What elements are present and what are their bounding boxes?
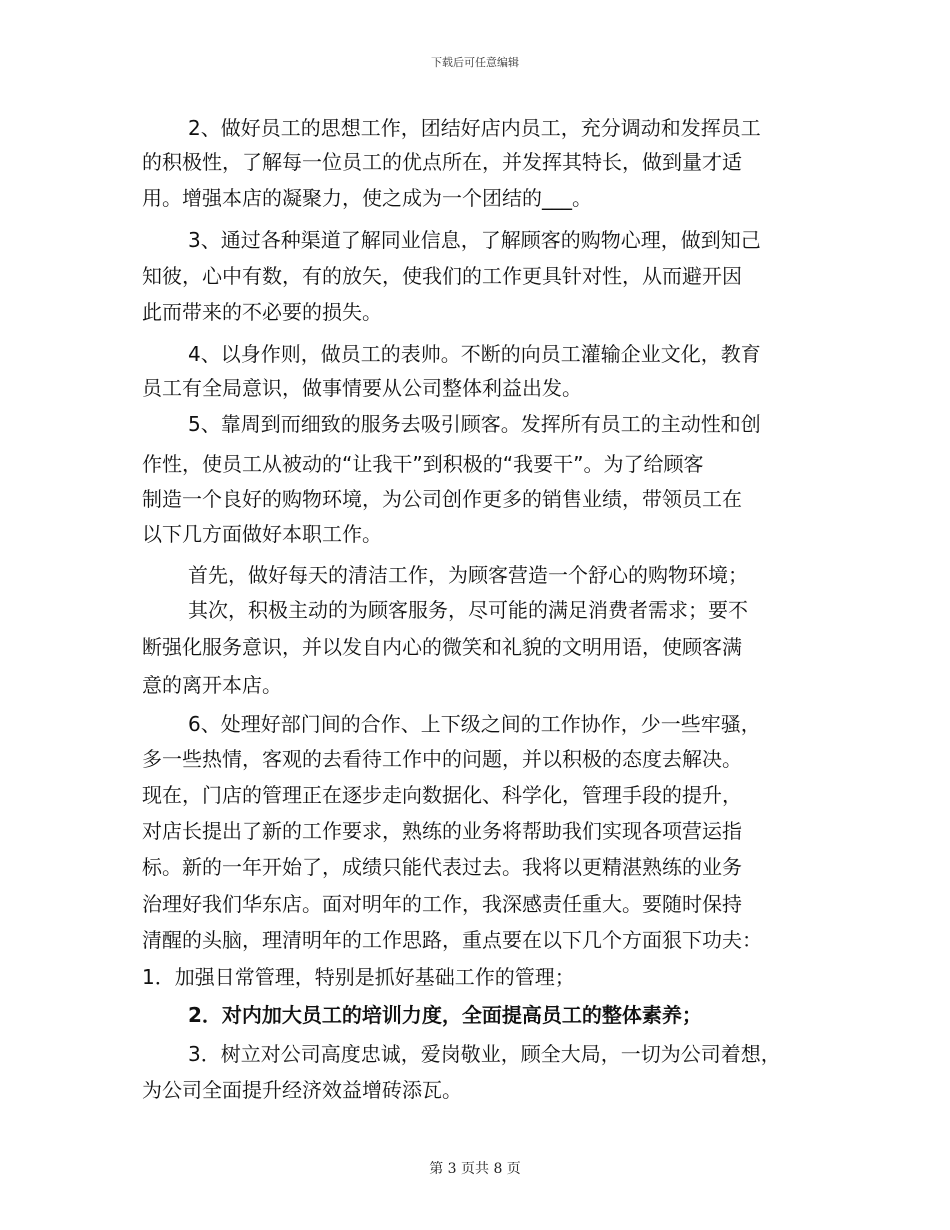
paragraph-line: 首先，做好每天的清洁工作，为顾客营造一个舒心的购物环境； [188, 563, 748, 587]
paragraph-line: 标。新的一年开始了，成绩只能代表过去。我将以更精湛熟练的业务 [142, 855, 742, 879]
paragraph-line: 意的离开本店。 [142, 673, 282, 697]
page-footer: 第 3 页共 8 页 [429, 1161, 521, 1177]
paragraph-line: 断强化服务意识，并以发自内心的微笑和礼貌的文明用语，使顾客满 [142, 635, 742, 659]
paragraph-line: 用。增强本店的凝聚力，使之成为一个团结的___。 [142, 186, 592, 210]
paragraph-line: 员工有全局意识，做事情要从公司整体利益出发。 [142, 376, 582, 400]
paragraph-line: 治理好我们华东店。面对明年的工作，我深感责任重大。要随时保持 [142, 892, 742, 916]
paragraph-line: 5、靠周到而细致的服务去吸引顾客。发挥所有员工的主动性和创 [188, 412, 761, 436]
paragraph-line: 对店长提出了新的工作要求，熟练的业务将帮助我们实现各项营运指 [142, 819, 742, 843]
paragraph-line: 知彼，心中有数，有的放矢，使我们的工作更具针对性，从而避开因 [142, 264, 742, 288]
paragraph-line: 的积极性，了解每一位员工的优点所在，并发挥其特长，做到量才适 [142, 150, 742, 174]
paragraph-line: 4、以身作则，做员工的表帅。不断的向员工灌输企业文化，教育 [188, 342, 761, 366]
paragraph-line: 其次，积极主动的为顾客服务，尽可能的满足消费者需求；要不 [188, 598, 748, 622]
paragraph-line: 作性，使员工从被动的“让我干”到积极的“我要干”。为了给顾客 [142, 452, 704, 476]
paragraph-line: 3．树立对公司高度忠诚，爱岗敬业，顾全大局，一切为公司着想， [188, 1042, 781, 1066]
paragraph-line: 3、通过各种渠道了解同业信息，了解顾客的购物心理，做到知己 [188, 228, 761, 252]
paragraph-line: 制造一个良好的购物环境，为公司创作更多的销售业绩，带领员工在 [142, 487, 742, 511]
page-header: 下载后可任意编辑 [431, 56, 519, 69]
paragraph-line: 清醒的头脑，理清明年的工作思路，重点要在以下几个方面狠下功夫： [142, 928, 762, 952]
paragraph-line: 1．加强日常管理，特别是抓好基础工作的管理； [142, 965, 575, 989]
emphasized-line: 2．对内加大员工的培训力度，全面提高员工的整体素养； [188, 1003, 702, 1027]
paragraph-line: 以下几方面做好本职工作。 [142, 522, 382, 546]
paragraph-line: 多一些热情，客观的去看待工作中的问题，并以积极的态度去解决。 [142, 747, 742, 771]
paragraph-line: 此而带来的不必要的损失。 [142, 300, 382, 324]
paragraph-line: 6、处理好部门间的合作、上下级之间的工作协作，少一些牢骚， [188, 712, 761, 736]
paragraph-line: 2、做好员工的思想工作，团结好店内员工，充分调动和发挥员工 [188, 116, 761, 140]
paragraph-line: 为公司全面提升经济效益增砖添瓦。 [142, 1078, 462, 1102]
paragraph-line: 现在，门店的管理正在逐步走向数据化、科学化，管理手段的提升， [142, 783, 742, 807]
